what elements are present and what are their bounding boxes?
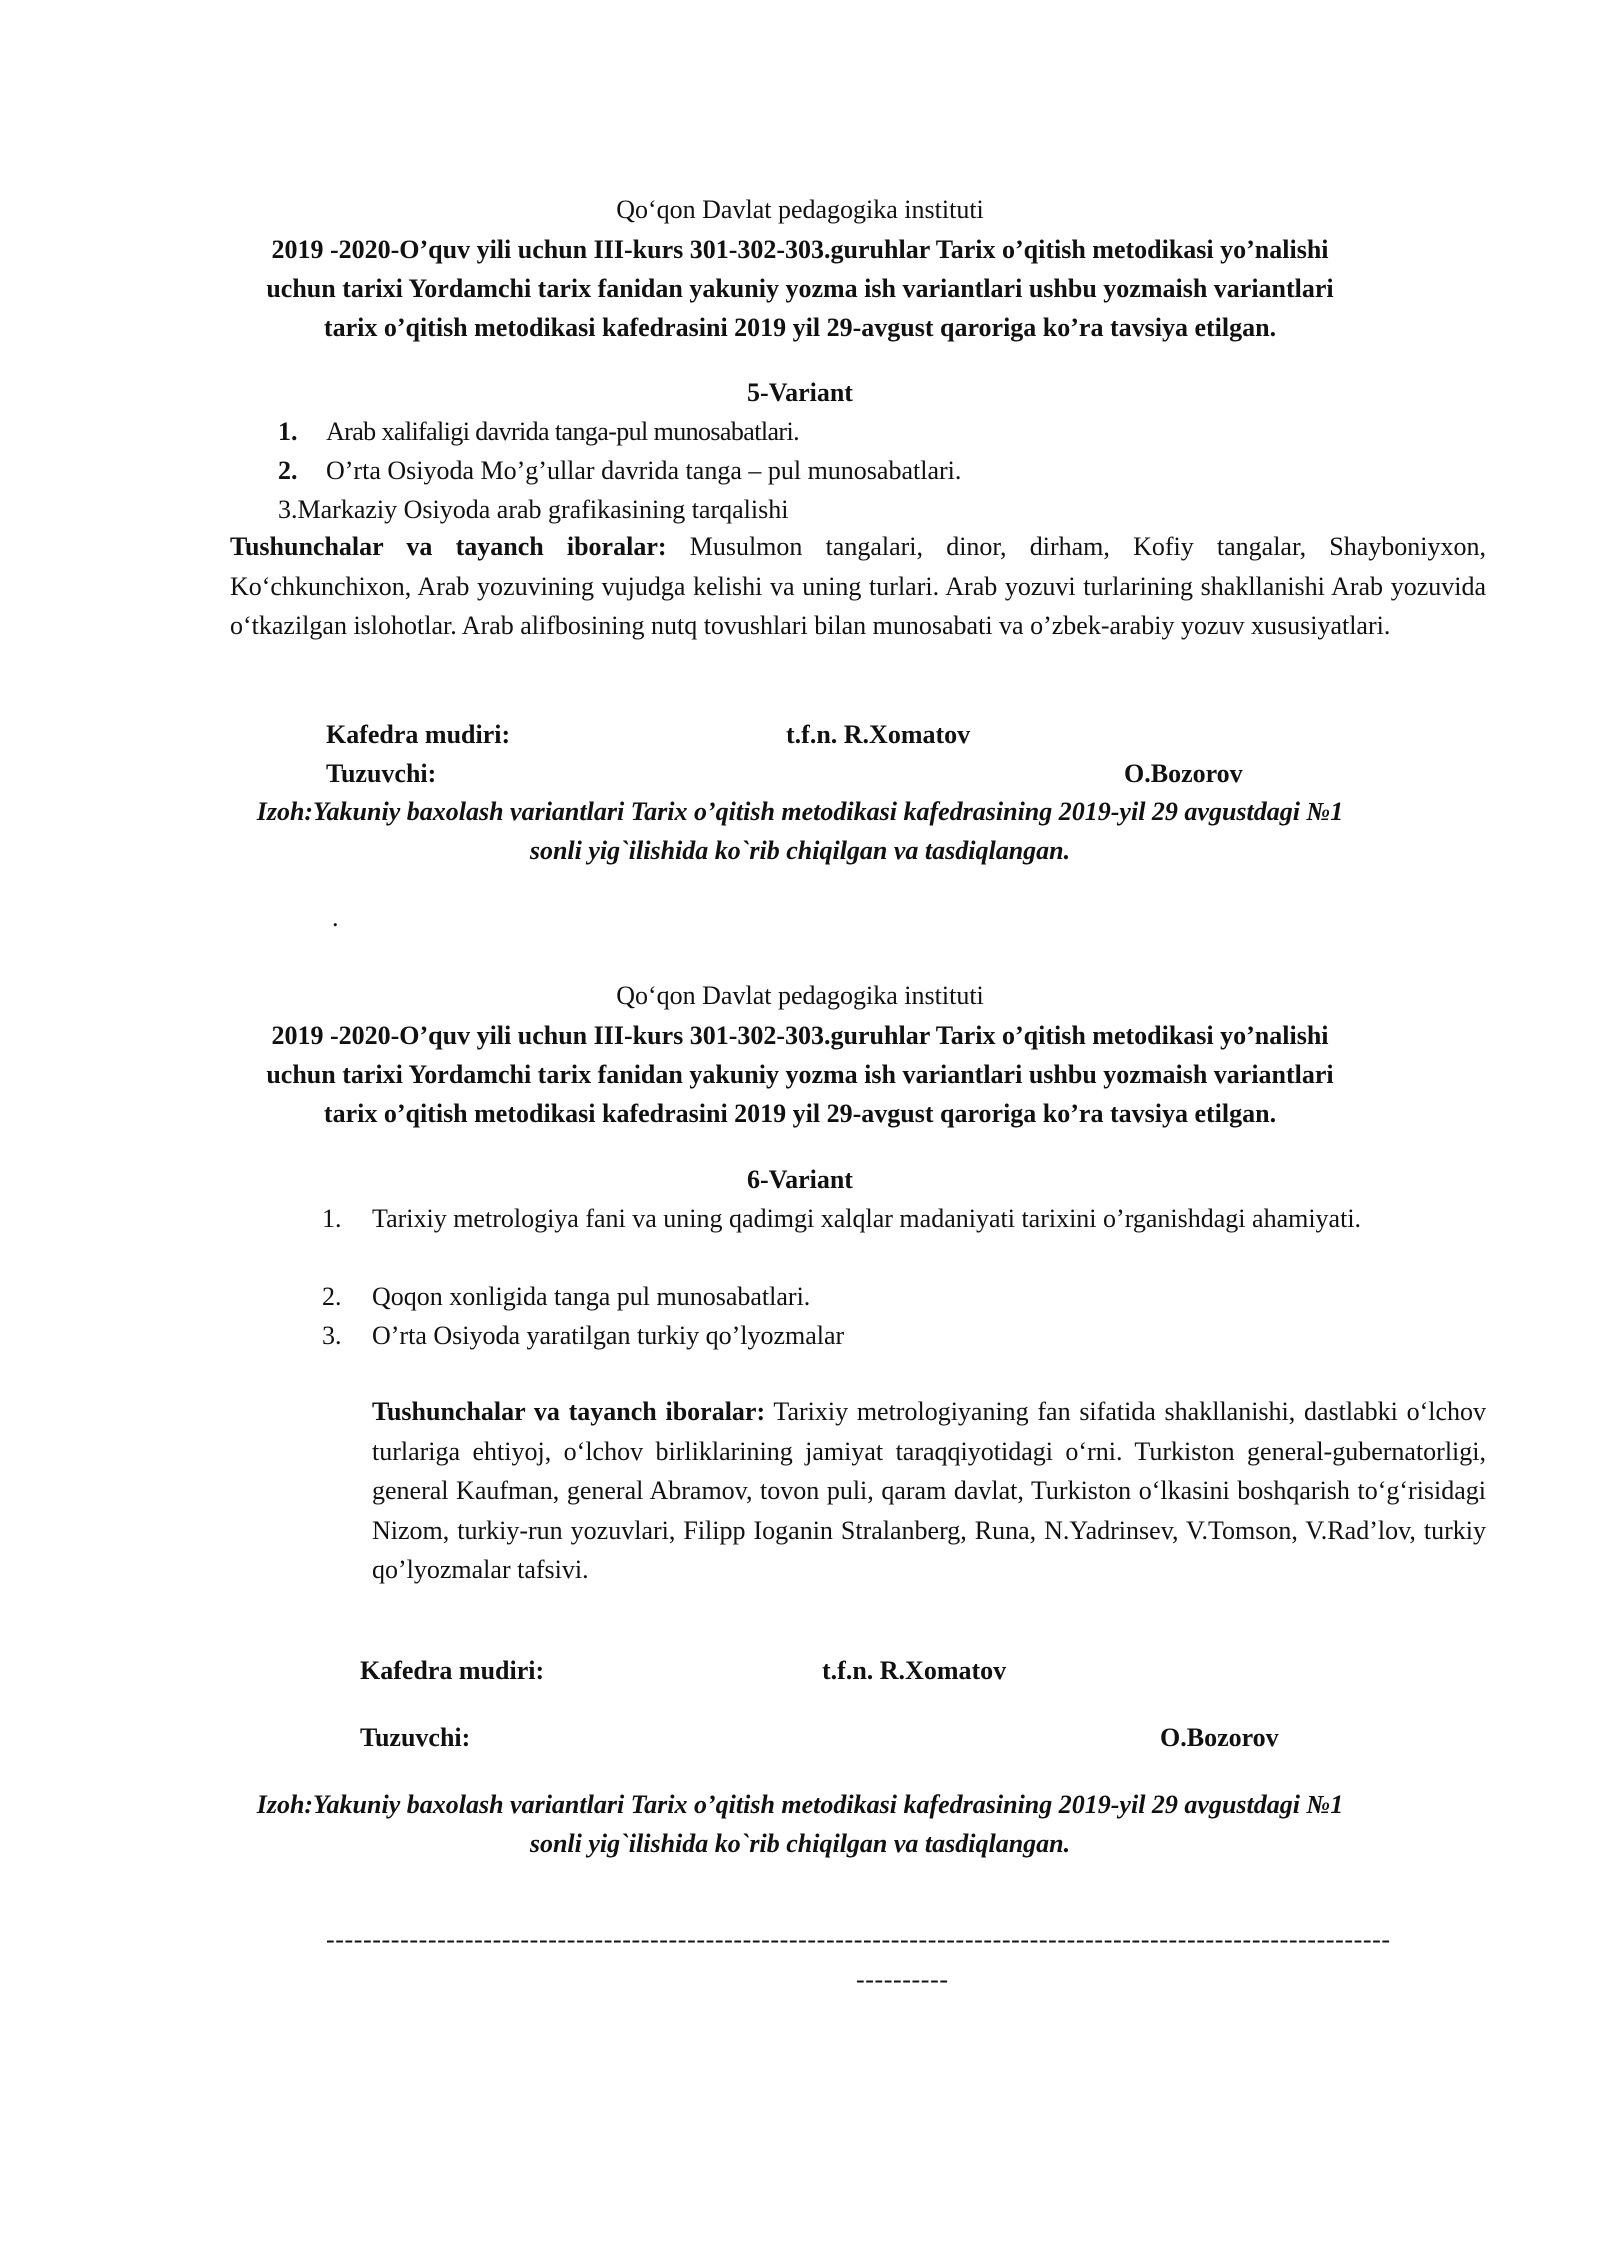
institute-name: Qo‘qon Davlat pedagogika instituti: [616, 981, 984, 1010]
compiler-label: Tuzuvchi:: [326, 759, 437, 788]
question-text: Tarixiy metrologiya fani va uning qadimgi xalqlar madaniyati tarixini o’rganishdagi ahamiyati.: [372, 1204, 1362, 1233]
question-text: Qoqon xonligida tanga pul munosabatlari.: [372, 1282, 811, 1311]
note-line-1: Izoh:Yakuniy baxolash variantlari Tarix o’qitish metodikasi kafedrasining 2019-yil 29 avgustdagi №1: [256, 1790, 1344, 1819]
question-text: O’rta Osiyoda Mo’g’ullar davrida tanga – pul munosabatlari.: [326, 456, 962, 485]
heading-line-3: tarix o’qitish metodikasi kafedrasini 2019 yil 29-avgust qaroriga ko’ra tavsiya etilgan.: [323, 313, 1277, 342]
compiler-label: Tuzuvchi:: [360, 1723, 471, 1752]
question-item: [278, 414, 799, 450]
concepts-paragraph: [230, 527, 1486, 646]
note-line-2: sonli yig`ilishida ko`rib chiqilgan va tasdiqlangan.: [529, 1829, 1071, 1858]
compiler-name: O.Bozorov: [1160, 1723, 1279, 1752]
question-item: [278, 453, 961, 489]
note-line-2: sonli yig`ilishida ko`rib chiqilgan va tasdiqlangan.: [529, 836, 1071, 865]
head-label: Kafedra mudiri:: [360, 1656, 545, 1685]
concepts-text: Musulmon tangalari, dinor, dirham, Kofiy tangalar, Shayboniyxon, Ko‘chkunchixon, Arab yozuvining vujudga kelishi va uning turlari. Arab yozuvi turlarining shakllanishi Arab yozuvida o‘tkazilgan islohotlar. Arab alifbosining nutq tovushlari bilan munosabati va o’zbek-arabiy yozuv xususiyatlari.: [230, 532, 1486, 640]
question-number: 1.: [322, 1204, 342, 1233]
question-number: 1.: [278, 417, 298, 446]
question-item: [322, 1278, 1486, 1316]
variant-title: 6-Variant: [747, 1165, 853, 1194]
question-item: [322, 1200, 1486, 1238]
question-text: Markaziy Osiyoda arab grafikasining tarqalishi: [297, 495, 789, 524]
compiler-name: O.Bozorov: [1124, 759, 1243, 788]
note-line-1: Izoh:Yakuniy baxolash variantlari Tarix o’qitish metodikasi kafedrasining 2019-yil 29 avgustdagi №1: [256, 797, 1344, 826]
head-label: Kafedra mudiri:: [326, 720, 511, 749]
heading-line-2: uchun tarixi Yordamchi tarix fanidan yakuniy yozma ish variantlari ushbu yozmaish variantlari: [266, 274, 1334, 303]
question-number: 2.: [322, 1282, 342, 1311]
concepts-paragraph: [372, 1392, 1486, 1590]
variant-title: 5-Variant: [747, 378, 853, 407]
question-item: [322, 1317, 1486, 1355]
heading-line-3: tarix o’qitish metodikasi kafedrasini 2019 yil 29-avgust qaroriga ko’ra tavsiya etilgan.: [323, 1099, 1277, 1128]
institute-name: Qo‘qon Davlat pedagogika instituti: [616, 195, 984, 224]
question-text: Arab xalifaligi davrida tanga-pul munosabatlari.: [326, 417, 799, 446]
concepts-text: Tarixiy metrologiyaning fan sifatida shakllanishi, dastlabki o‘lchov turlariga ehtiyoj, o‘lchov birliklarining jamiyat taraqqiyotidagi o‘rni. Turkiston general-gubernatorligi, general Kaufman, general Abramov, tovon puli, qaram davlat, Turkiston o‘lkasini boshqarish to‘g‘risidagi Nizom, turkiy-run yozuvlari, Filipp Ioganin Stralanberg, Runa, N.Yadrinsev, V.Tomson, V.Rad’lov, turkiy qo’lyozmalar tafsivi.: [372, 1397, 1486, 1584]
question-number: 3.: [278, 495, 298, 524]
heading-line-1: 2019 -2020-O’quv yili uchun III-kurs 301-302-303.guruhlar Tarix o’qitish metodikasi yo’nalishi: [271, 1021, 1329, 1050]
separator-line: -------------------------------------------------------------------------------------------------------------------: [326, 1925, 1391, 1954]
heading-line-2: uchun tarixi Yordamchi tarix fanidan yakuniy yozma ish variantlari ushbu yozmaish variantlari: [266, 1060, 1334, 1089]
question-item: [278, 492, 788, 528]
head-name: t.f.n. R.Xomatov: [786, 720, 971, 749]
question-text: O’rta Osiyoda yaratilgan turkiy qo’lyozmalar: [372, 1321, 845, 1350]
separator-line-tail: ----------: [856, 1965, 949, 1994]
concepts-label: Tushunchalar va tayanch iboralar:: [230, 532, 667, 561]
dot-mark: .: [332, 903, 339, 932]
concepts-label: Tushunchalar va tayanch iboralar:: [372, 1397, 766, 1426]
heading-line-1: 2019 -2020-O’quv yili uchun III-kurs 301-302-303.guruhlar Tarix o’qitish metodikasi yo’nalishi: [271, 235, 1329, 264]
question-number: 3.: [322, 1321, 342, 1350]
head-name: t.f.n. R.Xomatov: [822, 1656, 1007, 1685]
question-number: 2.: [278, 456, 298, 485]
